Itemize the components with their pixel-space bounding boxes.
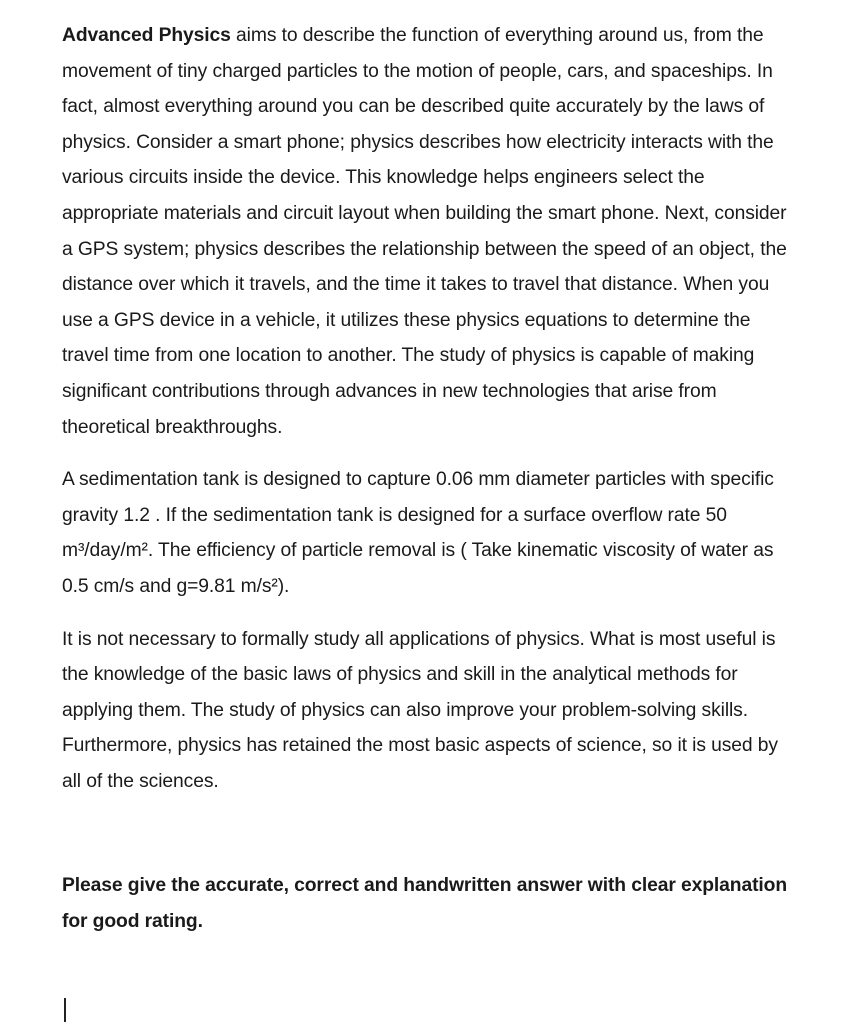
applications-paragraph: It is not necessary to formally study all applications of physics. What is most useful is the knowledge of the basic laws of physics and skill in the analytical methods for applying them. The study of physics can also improve your problem-solving skills. Furthermore, physics has retained the most basic aspects of science, so it is used by all of the sciences.: [62, 628, 778, 792]
intro-paragraph-text: aims to describe the function of everything around us, from the movement of tiny charged particles to the motion of people, cars, and spaceships. In fact, almost everything around you can be described quite accurately by the laws of physics. Consider a smart phone; physics describes how electricity interacts with the various circuits inside the device. This knowledge helps engineers select the appropriate materials and circuit layout when building the smart phone. Next, consider a GPS system; physics describes the relationship between the speed of an object, the distance over which it travels, and the time it takes to travel that distance. When you use a GPS device in a vehicle, it utilizes these physics equations to determine the travel time from one location to another. The study of physics is capable of making significant contributions through advances in new technologies that arise from theoretical breakthroughs.: [62, 25, 787, 438]
intro-lead-term: Advanced Physics: [62, 25, 231, 46]
intro-paragraph: [62, 18, 797, 445]
document-body: [62, 18, 797, 940]
request-note: Please give the accurate, correct and handwritten answer with clear explanation for good rating.: [62, 875, 788, 933]
question-paragraph: A sedimentation tank is designed to capture 0.06 mm diameter particles with specific gravity 1.2 . If the sedimentation tank is designed for a surface overflow rate 50 m³/day/m². The efficiency of particle removal is ( Take kinematic viscosity of water as 0.5 cm/s and g=9.81 m/s²).: [62, 469, 774, 597]
text-cursor: [64, 998, 66, 1022]
